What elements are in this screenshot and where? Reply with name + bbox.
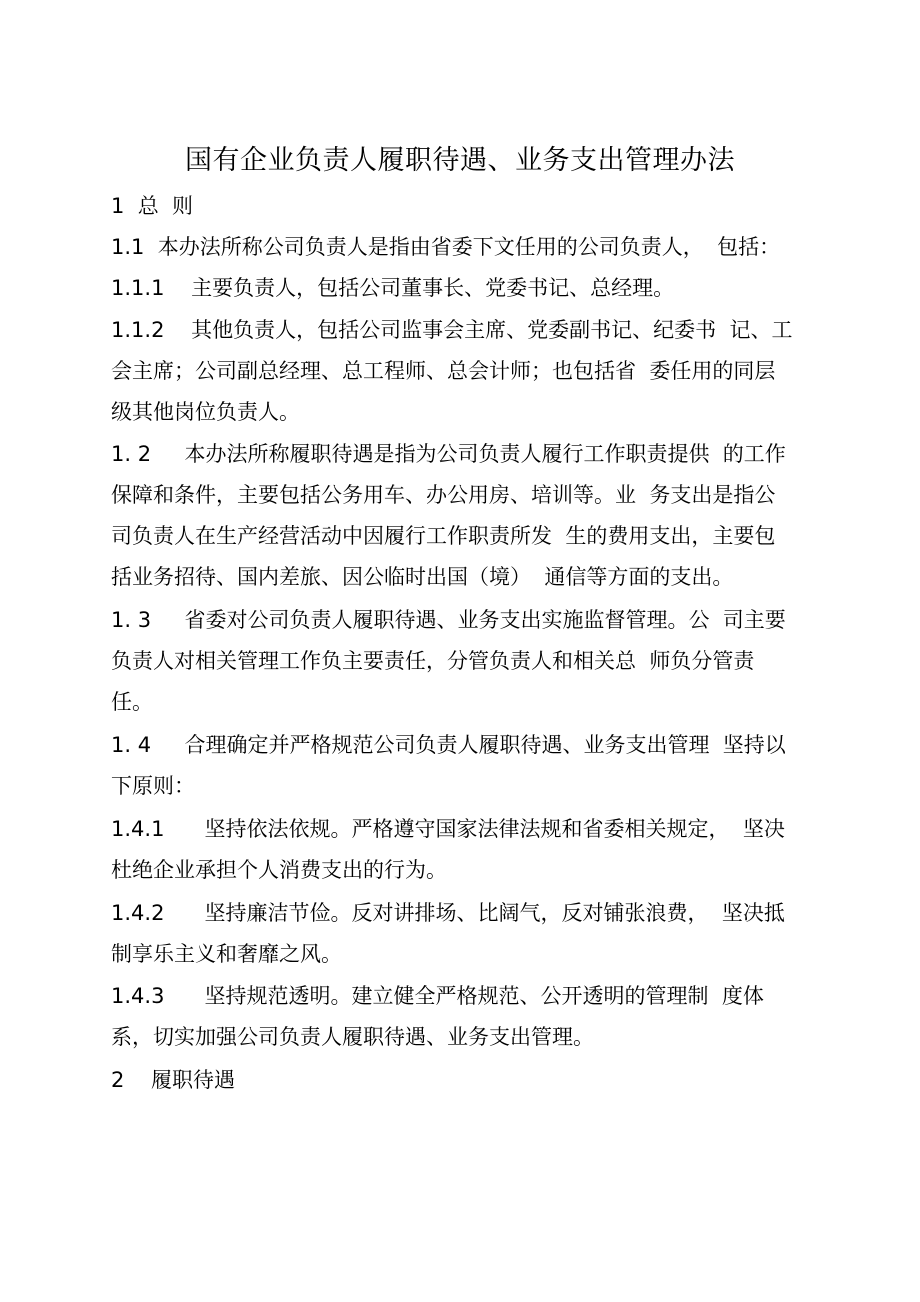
text-line: 级其他岗位负责人。	[111, 400, 300, 424]
text-line: 1.4.2 坚持廉洁节俭。反对讲排场、比阔气，反对铺张浪费， 坚决抵	[111, 901, 785, 925]
clause-1-1-1	[111, 268, 831, 309]
text-line: 1.4.3 坚持规范透明。建立健全严格规范、公开透明的管理制 度体	[111, 984, 764, 1008]
text-line: 系，切实加强公司负责人履职待遇、业务支出管理。	[111, 1025, 594, 1049]
clause-1-1-2	[111, 310, 831, 433]
text-line: 1.1.2 其他负责人，包括公司监事会主席、党委副书记、纪委书 记、工	[111, 318, 793, 342]
text-line: 负责人对相关管理工作负主要责任，分管负责人和相关总 师负分管责	[111, 649, 755, 673]
clause-1-4-2	[111, 893, 831, 975]
clause-1-4-1	[111, 809, 831, 891]
text-line: 1. 2 本办法所称履职待遇是指为公司负责人履行工作职责提供 的工作	[111, 442, 786, 466]
clause-1-4	[111, 725, 831, 807]
text-line: 杜绝企业承担个人消费支出的行为。	[111, 858, 447, 882]
text-line: 保障和条件，主要包括公务用车、办公用房、培训等。业 务支出是指公	[111, 483, 776, 507]
text-line: 司负责人在生产经营活动中因履行工作职责所发 生的费用支出，主要包	[111, 524, 776, 548]
text-line: 1.1 本办法所称公司负责人是指由省委下文任用的公司负责人， 包括：	[111, 235, 781, 259]
text-line: 2 履职待遇	[111, 1068, 236, 1092]
text-line: 1. 3 省委对公司负责人履职待遇、业务支出实施监督管理。公 司主要	[111, 608, 786, 632]
text-line: 1 总 则	[111, 194, 194, 218]
text-line: 制享乐主义和奢靡之风。	[111, 942, 342, 966]
text-line: 会主席；公司副总经理、总工程师、总会计师；也包括省 委任用的同层	[111, 359, 776, 383]
text-line: 任。	[111, 690, 153, 714]
text-line: 括业务招待、国内差旅、因公临时出国（境） 通信等方面的支出。	[111, 565, 734, 589]
clause-1-3	[111, 600, 831, 723]
clause-1-2	[111, 434, 831, 598]
text-line: 1.4.1 坚持依法依规。严格遵守国家法律法规和省委相关规定， 坚决	[111, 817, 785, 841]
text-line: 1. 4 合理确定并严格规范公司负责人履职待遇、业务支出管理 坚持以	[111, 733, 786, 757]
clause-1-1	[111, 227, 831, 268]
text-line: 下原则：	[111, 774, 195, 798]
section-heading-duty-benefits	[111, 1060, 831, 1101]
clause-1-4-3	[111, 976, 831, 1058]
document-title: 国有企业负责人履职待遇、业务支出管理办法	[185, 145, 735, 176]
section-heading-general	[111, 186, 831, 227]
text-line: 1.1.1 主要负责人，包括公司董事长、党委书记、总经理。	[111, 276, 675, 300]
